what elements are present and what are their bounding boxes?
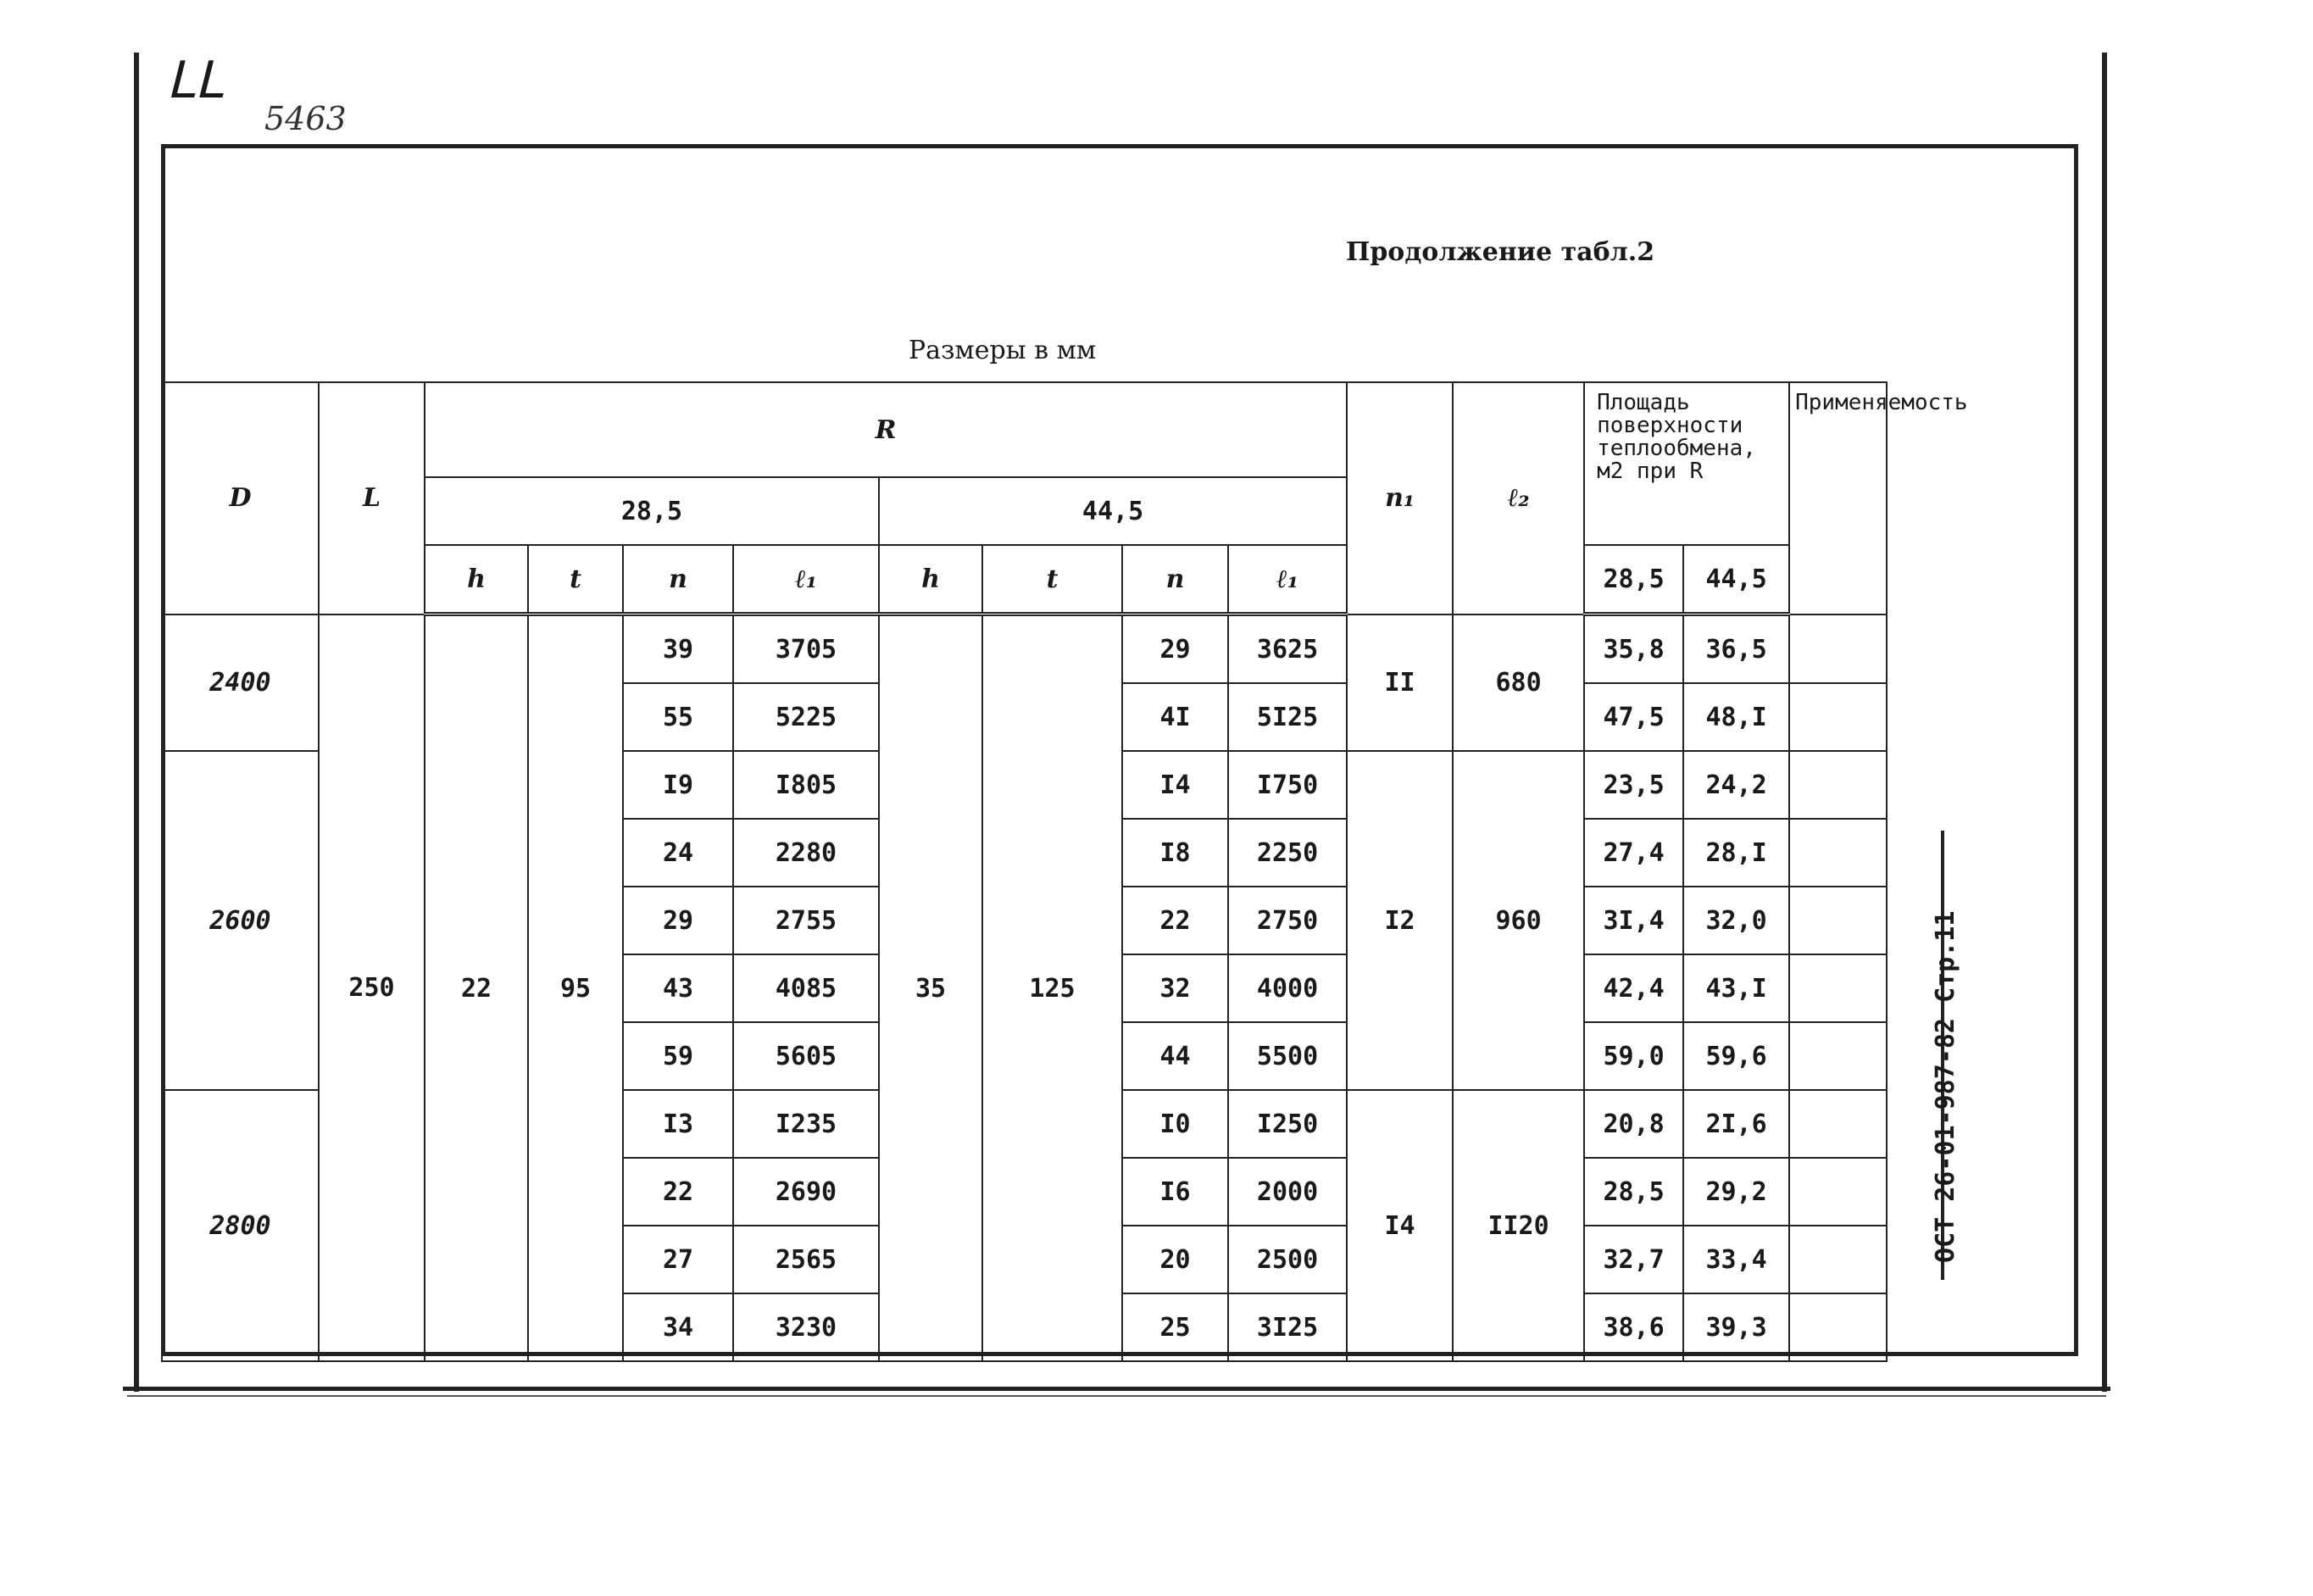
- table-row: [162, 614, 1887, 684]
- cell-l1-b: 4000: [1228, 954, 1347, 1022]
- cell-l1-a: 5225: [733, 683, 879, 751]
- header-h-b: h: [879, 545, 982, 614]
- cell-area-44-5: 59,6: [1683, 1022, 1789, 1090]
- cell-n-b: I0: [1122, 1090, 1228, 1158]
- cell-area-28-5: 32,7: [1584, 1226, 1683, 1293]
- cell-applicability: [1789, 819, 1887, 887]
- cell-applicability: [1789, 954, 1887, 1022]
- cell-n-b: 22: [1122, 887, 1228, 954]
- cell-n-a: 27: [623, 1226, 733, 1293]
- cell-l1-a: 4085: [733, 954, 879, 1022]
- cell-area-28-5: 47,5: [1584, 683, 1683, 751]
- cell-area-28-5: 59,0: [1584, 1022, 1683, 1090]
- cell-h-b: 35: [879, 614, 982, 1362]
- header-l1-b: ℓ₁: [1228, 545, 1347, 614]
- header-applicability: Применяемость: [1789, 382, 1887, 614]
- units-note: Размеры в мм: [909, 336, 1097, 365]
- cell-l1-b: 3I25: [1228, 1293, 1347, 1361]
- cell-l1-b: 2750: [1228, 887, 1347, 954]
- header-l2: ℓ₂: [1453, 382, 1584, 614]
- continuation-title: Продолжение табл.2: [1346, 237, 1655, 267]
- cell-applicability: [1789, 614, 1887, 684]
- cell-l1-a: 2565: [733, 1226, 879, 1293]
- header-r-28-5: 28,5: [425, 477, 879, 545]
- cell-n-a: 55: [623, 683, 733, 751]
- cell-l1-a: 2690: [733, 1158, 879, 1226]
- header-area-28-5: 28,5: [1584, 545, 1683, 614]
- cell-area-28-5: 3I,4: [1584, 887, 1683, 954]
- cell-area-28-5: 42,4: [1584, 954, 1683, 1022]
- cell-n-a: 29: [623, 887, 733, 954]
- handwritten-number: 5463: [264, 100, 347, 137]
- cell-n-b: 29: [1122, 614, 1228, 684]
- header-r-44-5: 44,5: [879, 477, 1347, 545]
- page-frame-left: [134, 53, 139, 1392]
- cell-t-b: 125: [982, 614, 1122, 1362]
- cell-n-b: 32: [1122, 954, 1228, 1022]
- cell-applicability: [1789, 887, 1887, 954]
- cell-n-a: 22: [623, 1158, 733, 1226]
- header-L: L: [319, 382, 425, 614]
- cell-n-b: 44: [1122, 1022, 1228, 1090]
- cell-n-b: I4: [1122, 751, 1228, 819]
- header-area-44-5: 44,5: [1683, 545, 1789, 614]
- cell-area-44-5: 33,4: [1683, 1226, 1789, 1293]
- cell-l1-b: I750: [1228, 751, 1347, 819]
- cell-area-28-5: 20,8: [1584, 1090, 1683, 1158]
- cell-l1-a: 2755: [733, 887, 879, 954]
- cell-l1-a: 3230: [733, 1293, 879, 1361]
- cell-n1: I4: [1347, 1090, 1453, 1361]
- cell-l2: 960: [1453, 751, 1584, 1090]
- cell-l2: 680: [1453, 614, 1584, 752]
- cell-n-a: 34: [623, 1293, 733, 1361]
- cell-D: 2800: [162, 1090, 319, 1361]
- cell-n1: II: [1347, 614, 1453, 752]
- cell-area-44-5: 36,5: [1683, 614, 1789, 684]
- cell-area-44-5: 39,3: [1683, 1293, 1789, 1361]
- cell-area-44-5: 29,2: [1683, 1158, 1789, 1226]
- cell-area-44-5: 32,0: [1683, 887, 1789, 954]
- cell-area-44-5: 24,2: [1683, 751, 1789, 819]
- cell-l1-a: 5605: [733, 1022, 879, 1090]
- cell-area-44-5: 28,I: [1683, 819, 1789, 887]
- cell-n1: I2: [1347, 751, 1453, 1090]
- cell-l1-b: 2000: [1228, 1158, 1347, 1226]
- cell-L: 250: [319, 614, 425, 1362]
- cell-applicability: [1789, 683, 1887, 751]
- cell-area-44-5: 48,I: [1683, 683, 1789, 751]
- cell-l1-a: 3705: [733, 614, 879, 684]
- header-t-b: t: [982, 545, 1122, 614]
- cell-applicability: [1789, 1022, 1887, 1090]
- cell-h-a: 22: [425, 614, 528, 1362]
- cell-l2: II20: [1453, 1090, 1584, 1361]
- header-area: Площадь поверхности теплообмена, м2 при R: [1584, 382, 1789, 545]
- cell-l1-a: 2280: [733, 819, 879, 887]
- cell-l1-b: 2250: [1228, 819, 1347, 887]
- header-l1-a: ℓ₁: [733, 545, 879, 614]
- cell-applicability: [1789, 1293, 1887, 1361]
- cell-applicability: [1789, 1090, 1887, 1158]
- cell-D: 2400: [162, 614, 319, 752]
- cell-l1-a: I235: [733, 1090, 879, 1158]
- cell-n-a: 59: [623, 1022, 733, 1090]
- header-n1: n₁: [1347, 382, 1453, 614]
- cell-applicability: [1789, 751, 1887, 819]
- cell-l1-b: 5I25: [1228, 683, 1347, 751]
- header-R: R: [425, 382, 1347, 477]
- cell-area-28-5: 35,8: [1584, 614, 1683, 684]
- header-n-b: n: [1122, 545, 1228, 614]
- cell-l1-b: 3625: [1228, 614, 1347, 684]
- page-frame-right: [2102, 53, 2107, 1392]
- page-frame-bottom: [123, 1387, 2110, 1391]
- header-D: D: [162, 382, 319, 614]
- cell-n-b: 4I: [1122, 683, 1228, 751]
- cell-n-b: 25: [1122, 1293, 1228, 1361]
- cell-l1-b: 2500: [1228, 1226, 1347, 1293]
- cell-area-44-5: 43,I: [1683, 954, 1789, 1022]
- cell-n-b: 20: [1122, 1226, 1228, 1293]
- cell-applicability: [1789, 1226, 1887, 1293]
- cell-applicability: [1789, 1158, 1887, 1226]
- header-h-a: h: [425, 545, 528, 614]
- cell-area-28-5: 27,4: [1584, 819, 1683, 887]
- cell-n-a: I9: [623, 751, 733, 819]
- cell-n-a: I3: [623, 1090, 733, 1158]
- cell-area-28-5: 38,6: [1584, 1293, 1683, 1361]
- header-n-a: n: [623, 545, 733, 614]
- page-frame-bottom-rule: [127, 1395, 2106, 1397]
- side-label: ОСТ 26-01-987-82 Стр.11: [1931, 910, 1960, 1263]
- cell-area-28-5: 23,5: [1584, 751, 1683, 819]
- cell-n-b: I6: [1122, 1158, 1228, 1226]
- cell-l1-b: 5500: [1228, 1022, 1347, 1090]
- cell-n-a: 43: [623, 954, 733, 1022]
- cell-l1-b: I250: [1228, 1090, 1347, 1158]
- corner-mark: ᒪᒪ: [166, 51, 223, 110]
- cell-l1-a: I805: [733, 751, 879, 819]
- cell-area-44-5: 2I,6: [1683, 1090, 1789, 1158]
- cell-n-a: 24: [623, 819, 733, 887]
- cell-n-b: I8: [1122, 819, 1228, 887]
- header-t-a: t: [528, 545, 623, 614]
- cell-area-28-5: 28,5: [1584, 1158, 1683, 1226]
- cell-D: 2600: [162, 751, 319, 1090]
- cell-t-a: 95: [528, 614, 623, 1362]
- cell-n-a: 39: [623, 614, 733, 684]
